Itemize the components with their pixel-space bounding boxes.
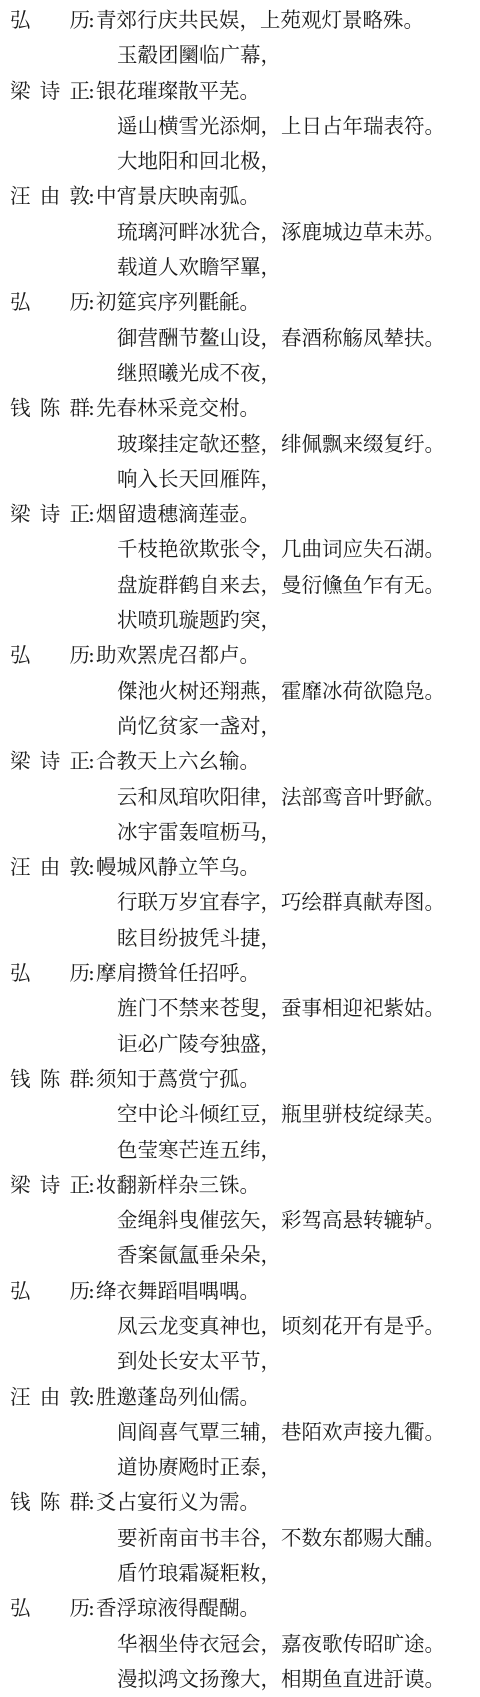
verse-line	[0, 885, 480, 920]
verse-text: 爻占宴衎义为需。	[96, 1490, 260, 1515]
speaker-name: 弘 历	[10, 1596, 90, 1621]
verse-text: 御营酬节鳌山设，春酒称觞凤辇扶。	[117, 325, 445, 350]
verse-text: 色莹寒芒连五纬，	[117, 1137, 281, 1162]
speaker-name: 钱 陈 群	[10, 396, 90, 421]
verse-text: 琉璃河畔冰犹合，涿鹿城边草未苏。	[117, 219, 445, 244]
verse-line-with-speaker	[0, 1485, 480, 1520]
verse-line	[0, 1627, 480, 1662]
verse-line	[0, 1662, 480, 1697]
verse-text: 继照曦光成不夜，	[117, 360, 281, 385]
verse-line	[0, 1521, 480, 1556]
speaker-colon: :	[88, 502, 95, 527]
verse-text: 尚忆贫家一盏对，	[117, 713, 281, 738]
verse-line	[0, 1238, 480, 1273]
speaker-name: 弘 历	[10, 290, 90, 315]
speaker-colon: :	[88, 1490, 95, 1515]
verse-text: 载道人欢瞻罕罼，	[117, 255, 281, 280]
speaker-colon: :	[88, 8, 95, 32]
verse-text: 助欢罴虎召都卢。	[96, 643, 260, 668]
verse-line-with-speaker	[0, 1591, 480, 1626]
verse-text: 状喷玑璇题趵突，	[117, 608, 281, 633]
verse-text: 讵必广陵夸独盛，	[117, 1031, 281, 1056]
verse-line-with-speaker	[0, 74, 480, 109]
verse-text: 中宵景庆映南弧。	[96, 184, 260, 209]
verse-line	[0, 1097, 480, 1132]
verse-text: 大地阳和回北极，	[117, 149, 281, 174]
verse-text: 玉觳团圞临广幕，	[117, 43, 281, 68]
verse-text: 盘旋群鹤自来去，曼衍儵鱼乍有无。	[117, 572, 445, 597]
verse-text: 到处长安太平节，	[117, 1349, 281, 1374]
verse-line-with-speaker	[0, 497, 480, 532]
speaker-name: 梁 诗 正	[10, 1172, 90, 1197]
verse-text: 绛衣舞蹈唱喁喁。	[96, 1278, 260, 1303]
verse-line	[0, 356, 480, 391]
verse-line	[0, 1450, 480, 1485]
verse-line	[0, 38, 480, 73]
speaker-name: 梁 诗 正	[10, 502, 90, 527]
speaker-name: 弘 历	[10, 8, 90, 32]
verse-text: 幔城风静立竿乌。	[96, 855, 260, 880]
verse-text: 华裀坐侍衣冠会，嘉夜歌传昭旷途。	[117, 1631, 445, 1656]
verse-line	[0, 427, 480, 462]
verse-line	[0, 674, 480, 709]
verse-text: 香案氤氲垂朵朵，	[117, 1243, 281, 1268]
linked-verse-poem	[0, 3, 480, 1697]
verse-line-with-speaker	[0, 1168, 480, 1203]
verse-line	[0, 921, 480, 956]
speaker-colon: :	[88, 290, 95, 315]
verse-text: 金绳斜曳催弦矢，彩驾高悬转辘轳。	[117, 1208, 445, 1233]
verse-text: 空中论斗倾红豆，瓶里骈枝绽绿芙。	[117, 1102, 445, 1127]
speaker-name: 弘 历	[10, 1278, 90, 1303]
verse-line	[0, 709, 480, 744]
verse-text: 要祈南亩书丰谷，不数东都赐大酺。	[117, 1525, 445, 1550]
verse-text: 摩肩攒耸任招呼。	[96, 961, 260, 986]
verse-line	[0, 1556, 480, 1591]
speaker-name: 汪 由 敦	[10, 184, 90, 209]
speaker-name: 汪 由 敦	[10, 1384, 90, 1409]
verse-text: 妆翻新样杂三铢。	[96, 1172, 260, 1197]
verse-line-with-speaker	[0, 179, 480, 214]
speaker-colon: :	[88, 961, 95, 986]
speaker-colon: :	[88, 1066, 95, 1091]
speaker-name: 汪 由 敦	[10, 855, 90, 880]
verse-text: 烟留遗穗滴莲壶。	[96, 502, 260, 527]
verse-text: 凤云龙变真神也，顷刻花开有是乎。	[117, 1313, 445, 1338]
verse-line	[0, 250, 480, 285]
verse-text: 香浮琼液得醍醐。	[96, 1596, 260, 1621]
speaker-colon: :	[88, 1172, 95, 1197]
verse-line	[0, 532, 480, 567]
speaker-name: 弘 历	[10, 961, 90, 986]
verse-line	[0, 1203, 480, 1238]
verse-text: 胜邀蓬岛列仙儒。	[96, 1384, 260, 1409]
verse-line	[0, 1133, 480, 1168]
verse-text: 漫拟鸿文扬豫大，相期鱼直进訏谟。	[117, 1666, 445, 1691]
speaker-colon: :	[88, 1278, 95, 1303]
speaker-name: 弘 历	[10, 643, 90, 668]
verse-text: 眩目纷披凭斗捷，	[117, 925, 281, 950]
verse-line-with-speaker	[0, 285, 480, 320]
speaker-colon: :	[88, 855, 95, 880]
verse-line-with-speaker	[0, 1274, 480, 1309]
verse-line	[0, 815, 480, 850]
verse-line-with-speaker	[0, 1380, 480, 1415]
verse-text: 须知于蔿赏宁孤。	[96, 1066, 260, 1091]
speaker-name: 钱 陈 群	[10, 1066, 90, 1091]
verse-text: 玻璨挂定欹还整，绯佩飘来缀复纡。	[117, 431, 445, 456]
verse-text: 道协赓飏时正泰，	[117, 1455, 281, 1480]
speaker-colon: :	[88, 643, 95, 668]
verse-line	[0, 215, 480, 250]
verse-line	[0, 603, 480, 638]
speaker-colon: :	[88, 1596, 95, 1621]
verse-line	[0, 1309, 480, 1344]
speaker-colon: :	[88, 78, 95, 103]
verse-line	[0, 321, 480, 356]
verse-line	[0, 991, 480, 1026]
speaker-colon: :	[88, 184, 95, 209]
verse-line-with-speaker	[0, 3, 480, 38]
verse-line-with-speaker	[0, 744, 480, 779]
verse-line	[0, 109, 480, 144]
verse-text: 遥山横雪光添炯，上日占年瑞表符。	[117, 113, 445, 138]
verse-text: 闾阎喜气覃三辅，巷陌欢声接九衢。	[117, 1419, 445, 1444]
verse-line	[0, 144, 480, 179]
verse-text: 云和凤琯吹阳律，法部鸾音叶野歈。	[117, 784, 445, 809]
verse-line-with-speaker	[0, 638, 480, 673]
verse-text: 旌门不禁来苍叟，蚕事相迎祀紫姑。	[117, 996, 445, 1021]
speaker-name: 钱 陈 群	[10, 1490, 90, 1515]
verse-line-with-speaker	[0, 956, 480, 991]
verse-text: 青郊行庆共民娱，上苑观灯景略殊。	[96, 8, 424, 32]
verse-text: 傑池火树还翔燕，霍靡冰荷欲隐凫。	[117, 678, 445, 703]
speaker-colon: :	[88, 396, 95, 421]
verse-line	[0, 1415, 480, 1450]
verse-line	[0, 1344, 480, 1379]
verse-line	[0, 568, 480, 603]
verse-line	[0, 1027, 480, 1062]
verse-text: 响入长天回雁阵，	[117, 466, 281, 491]
verse-text: 冰宇雷轰喧枥马，	[117, 819, 281, 844]
verse-text: 银花璀璨散平芜。	[96, 78, 260, 103]
speaker-name: 梁 诗 正	[10, 749, 90, 774]
speaker-colon: :	[88, 749, 95, 774]
verse-line-with-speaker	[0, 850, 480, 885]
verse-text: 行联万岁宜春字，巧绘群真献寿图。	[117, 890, 445, 915]
verse-line-with-speaker	[0, 391, 480, 426]
verse-line-with-speaker	[0, 1062, 480, 1097]
verse-text: 合教天上六幺输。	[96, 749, 260, 774]
speaker-name: 梁 诗 正	[10, 78, 90, 103]
verse-line	[0, 780, 480, 815]
verse-line	[0, 462, 480, 497]
verse-text: 盾竹琅霜凝粔籹，	[117, 1561, 281, 1586]
verse-text: 千枝艳欲欺张令，几曲词应失石湖。	[117, 537, 445, 562]
speaker-colon: :	[88, 1384, 95, 1409]
verse-text: 初筵宾序列氍毹。	[96, 290, 260, 315]
verse-text: 先春林采竞交柎。	[96, 396, 260, 421]
